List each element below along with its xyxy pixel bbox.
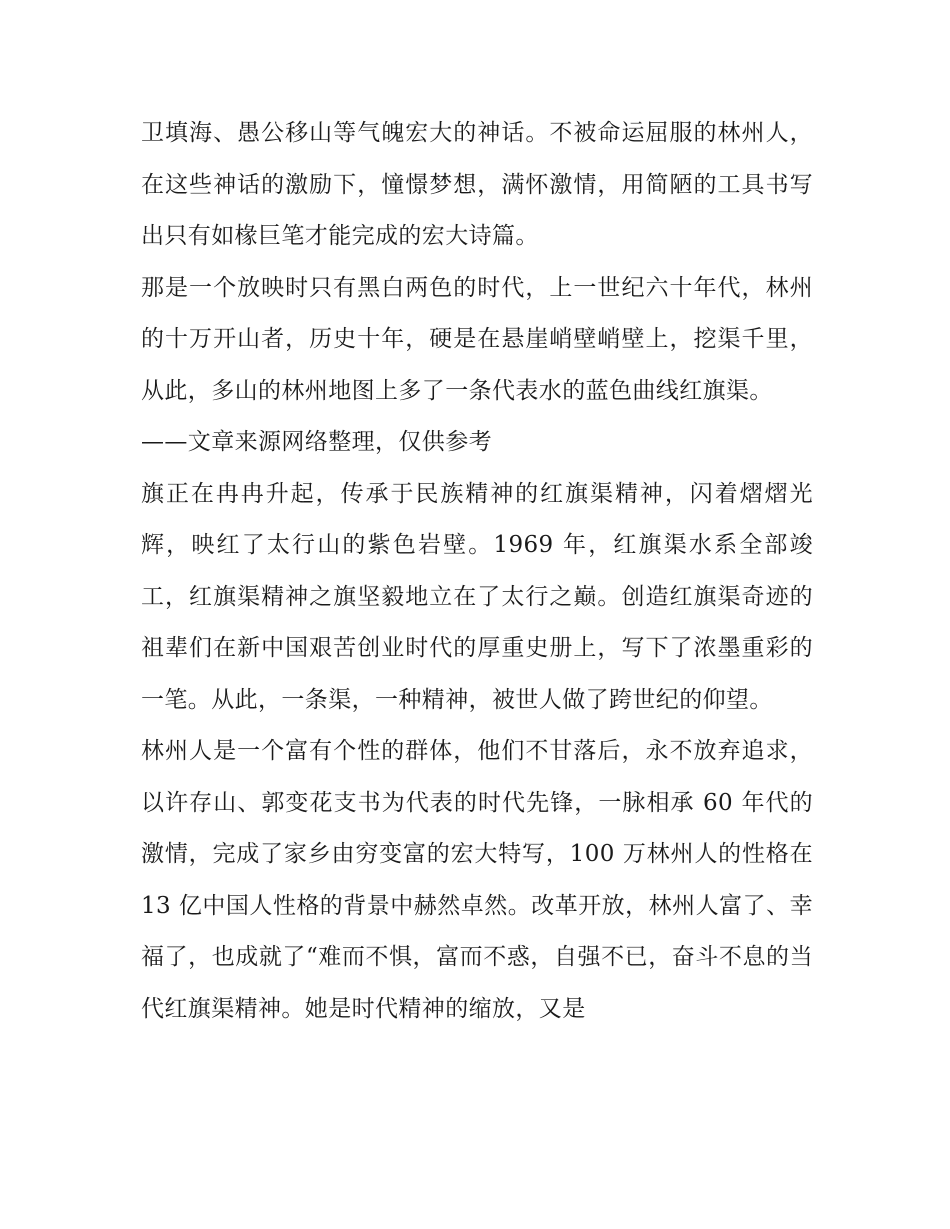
paragraph-linzhou-people: 林州人是一个富有个性的群体，他们不甘落后，永不放弃追求，以许存山、郭变花支书为代表的时代先锋，一脉相承 60 年代的激情，完成了家乡由穷变富的宏大特写，100 万林州人的性格在 13 亿中国人性格的背景中赫然卓然。改革开放，林州人富了、幸福了，也成就了“难而不惧，富而不惑，自强不已，奋斗不息的当代红旗渠精神。她是时代精神的缩放，又是 xyxy=(141,738,813,1022)
paragraph-myth: 卫填海、愚公移山等气魄宏大的神话。不被命运屈服的林州人，在这些神话的激励下，憧憬梦想，满怀激情，用简陋的工具书写出只有如椽巨笔才能完成的宏大诗篇。 xyxy=(141,120,813,249)
paragraph-flag: 旗正在冉冉升起，传承于民族精神的红旗渠精神，闪着熠熠光辉，映红了太行山的紫色岩壁。1969 年，红旗渠水系全部竣工，红旗渠精神之旗坚毅地立在了太行之巅。创造红旗渠奇迹的祖辈们在新中国艰苦创业时代的厚重史册上，写下了浓墨重彩的一笔。从此，一条渠，一种精神，被世人做了跨世纪的仰望。 xyxy=(141,480,813,713)
document-body xyxy=(141,108,813,1035)
source-note: ——文章来源网络整理，仅供参考 xyxy=(141,429,492,455)
paragraph-sixties: 那是一个放映时只有黑白两色的时代，上一世纪六十年代，林州的十万开山者，历史十年，硬是在悬崖峭壁峭壁上，挖渠千里，从此，多山的林州地图上多了一条代表水的蓝色曲线红旗渠。 xyxy=(141,274,813,404)
